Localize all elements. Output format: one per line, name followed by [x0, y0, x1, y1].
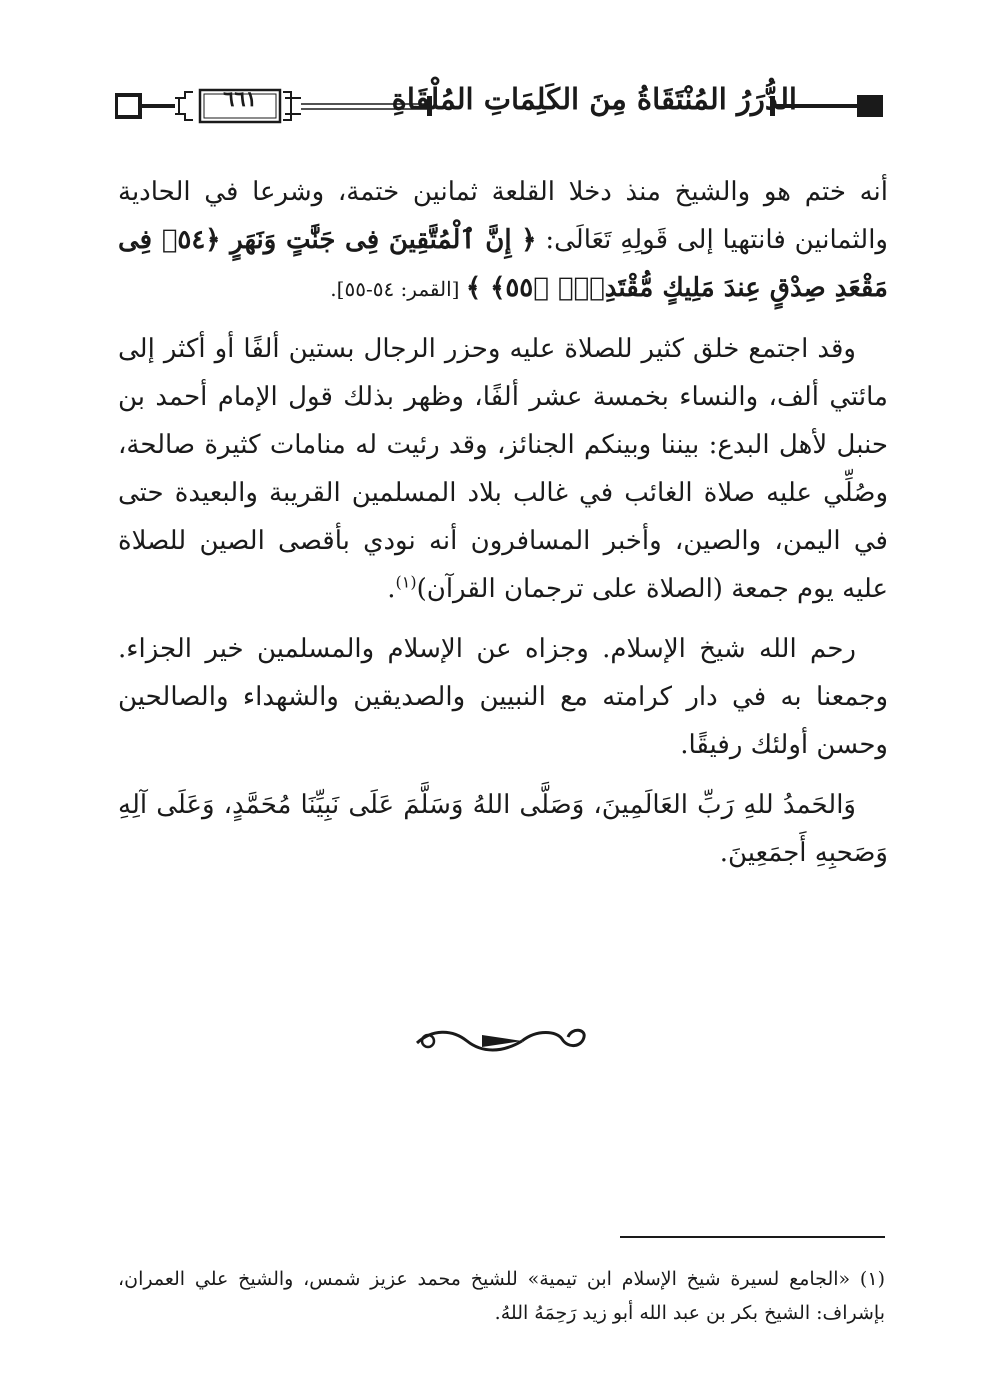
running-title: الدُّرَرُ المُنْتَقَاةُ مِنَ الكَلِمَاتِ المُلْقَاةِ — [391, 82, 797, 116]
paragraph-2-end: . — [387, 574, 396, 604]
paragraph-3: رحم الله شيخ الإسلام. وجزاه عن الإسلام والمسلمين خير الجزاء. وجمعنا به في دار كرامته مع النبيين والصديقين والشهداء والصالحين وحسن أولئك رفيقًا. — [118, 634, 888, 760]
paragraph-2 — [118, 325, 888, 613]
paragraph-1-text: أنه ختم هو والشيخ منذ دخلا القلعة ثمانين ختمة، وشرعا في الحادية والثمانين فانتهيا إلى قَولِهِ تَعَالَى: — [118, 177, 888, 255]
main-text — [118, 168, 888, 889]
footnote: (١) «الجامع لسيرة شيخ الإسلام ابن تيمية» للشيخ محمد عزيز شمس، والشيخ علي العمران، بإشراف: الشيخ بكر بن عبد الله أبو زيد رَحِمَهُ اللهُ. — [118, 1268, 885, 1324]
footnote-marker[interactable]: (١) — [395, 572, 417, 592]
end-ornament — [412, 1025, 592, 1057]
footnote-separator — [620, 1236, 885, 1238]
quran-verse: ﴿ إِنَّ ٱلْمُتَّقِينَ فِى جَنَّٰتٍ وَنَهَرٍ ﴿٥٤﴾ فِى مَقْعَدِ صِدْقٍ عِندَ مَلِيكٍ مُّقْتَدِرٍۭ ﴿٥٥﴾ ﴾ — [118, 225, 888, 303]
page-header — [115, 78, 885, 128]
paragraph-2-text: وقد اجتمع خلق كثير للصلاة عليه وحزر الرجال بستين ألفًا أو أكثر إلى مائتي ألف، والنساء بخمسة عشر ألفًا، وظهر بذلك قول الإمام أحمد بن حنبل لأهل البدع: بيننا وبينكم الجنائز، وقد رئيت له منامات كثيرة صالحة، وصُلِّي عليه صلاة الغائب في غالب بلاد المسلمين القريبة والبعيدة حتى في اليمن، والصين، وأخبر المسافرون أنه نودي بأقصى الصين للصلاة عليه يوم جمعة (الصلاة على ترجمان القرآن) — [118, 334, 888, 604]
paragraph-1 — [118, 168, 888, 313]
verse-reference: [القمر: ٥٤-٥٥]. — [330, 277, 466, 301]
paragraph-4: وَالحَمدُ للهِ رَبِّ العَالَمِينَ، وَصَلَّى اللهُ وَسَلَّمَ عَلَى نَبِيِّنَا مُحَمَّدٍ، وَعَلَى آلِهِ وَصَحبِهِ أَجمَعِينَ. — [118, 790, 888, 868]
page-number: ٦٦١ — [223, 86, 257, 111]
